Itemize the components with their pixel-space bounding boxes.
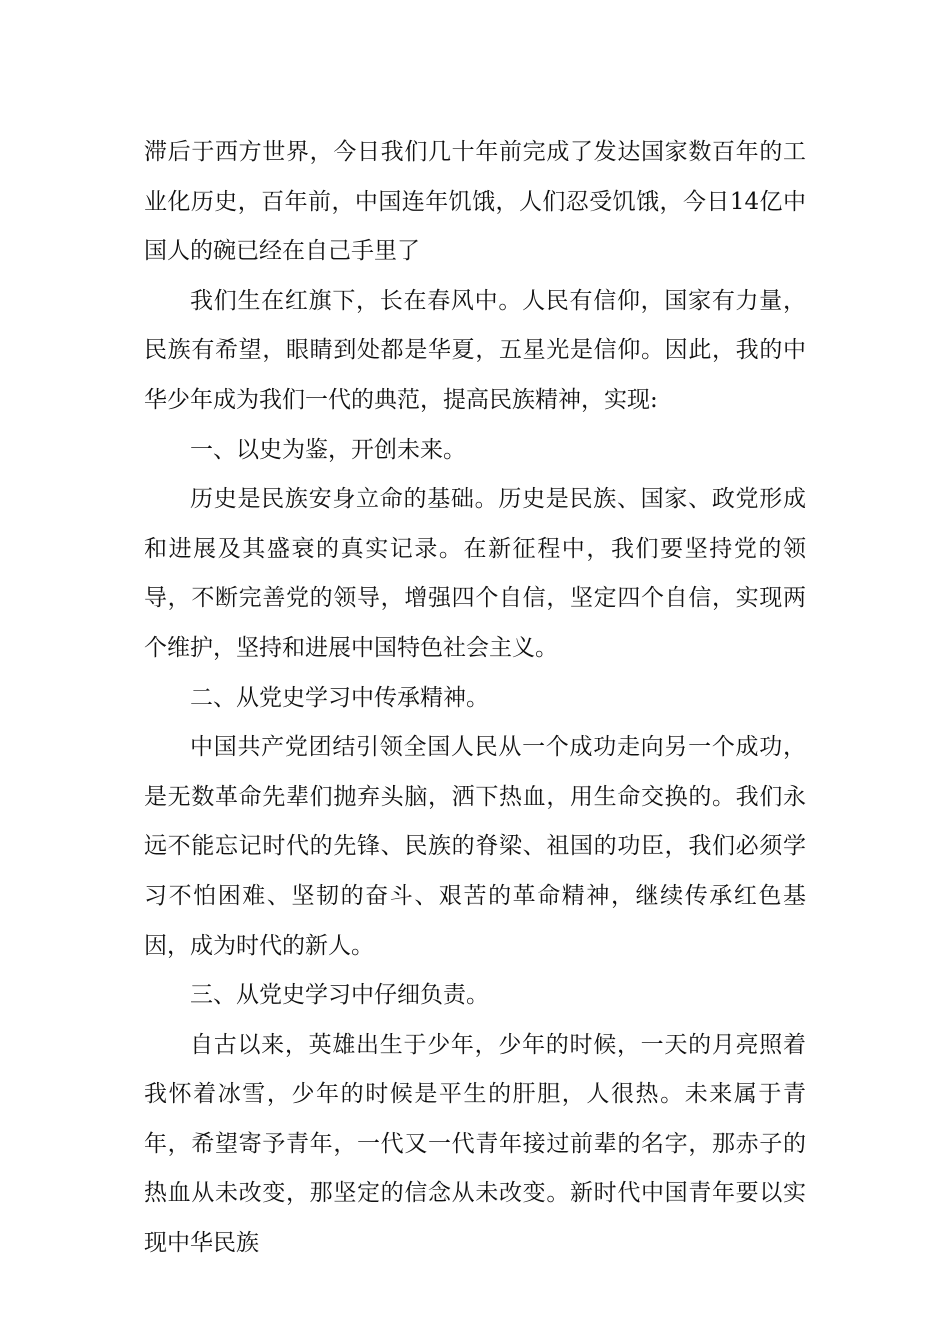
paragraph-continued: 滞后于西方世界，今日我们几十年前完成了发达国家数百年的工业化历史，百年前，中国连年饥饿，人们忍受饥饿，今日14亿中国人的碗已经在自己手里了	[144, 139, 806, 265]
paragraph-party-unity: 中国共产党团结引领全国人民从一个成功走向另一个成功，是无数革命先辈们抛弃头脑，洒下热血，用生命交换的。我们永远不能忘记时代的先锋、民族的脊梁、祖国的功臣，我们必须学习不怕困难、坚韧的奋斗、艰苦的革命精神，继续传承红色基因，成为时代的新人。	[144, 734, 806, 959]
section-heading-3: 三、从党史学习中仔细负责。	[190, 982, 489, 1009]
section-heading-2: 二、从党史学习中传承精神。	[190, 684, 489, 711]
section-heading-1: 一、以史为鉴，开创未来。	[190, 436, 466, 463]
document-body	[144, 128, 806, 1269]
paragraph-youth: 自古以来，英雄出生于少年，少年的时候，一天的月亮照着我怀着冰雪，少年的时候是平生的肝胆，人很热。未来属于青年，希望寄予青年，一代又一代青年接过前辈的名字，那赤子的热血从未改变，那坚定的信念从未改变。新时代中国青年要以实现中华民族	[144, 1031, 806, 1257]
paragraph-red-flag: 我们生在红旗下，长在春风中。人民有信仰，国家有力量，民族有希望，眼睛到处都是华夏，五星光是信仰。因此，我的中华少年成为我们一代的典范，提高民族精神，实现:	[144, 287, 806, 413]
paragraph-history: 历史是民族安身立命的基础。历史是民族、国家、政党形成和进展及其盛衰的真实记录。在新征程中，我们要坚持党的领导，不断完善党的领导，增强四个自信，坚定四个自信，实现两个维护，坚持和进展中国特色社会主义。	[144, 486, 806, 661]
